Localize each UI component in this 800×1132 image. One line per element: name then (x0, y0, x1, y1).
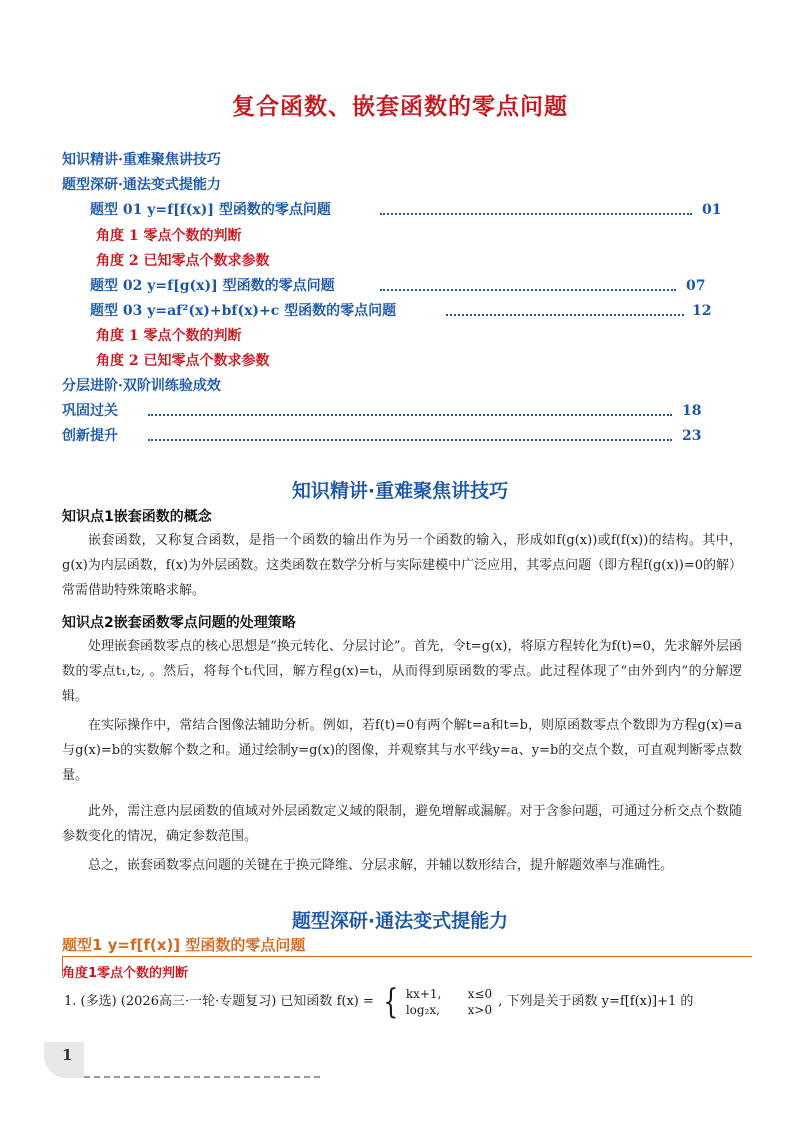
knowledge-point-1-heading: 知识点1嵌套函数的概念 (62, 509, 212, 525)
toc-item[interactable] (62, 148, 221, 172)
toc-label: 巩固过关 (62, 403, 118, 419)
case-1-expr: kx+1, (405, 987, 442, 1001)
problem-type-divider (62, 956, 752, 957)
question-1 (62, 982, 762, 1022)
knowledge-point-2-paragraph: 总之，嵌套函数零点问题的关键在于换元降维、分层求解，并辅以数形结合，提升解题效率与准确性。 (88, 858, 674, 873)
toc-label: 角度 1 零点个数的判断 (96, 328, 242, 344)
piecewise-cases (406, 986, 492, 1018)
toc-label: 题型 03 y=af²(x)+bf(x)+c 型函数的零点问题 (90, 303, 397, 319)
page-number: 1 (62, 1046, 73, 1064)
knowledge-point-2-paragraph: 在实际操作中，常结合图像法辅助分析。例如，若f(t)=0有两个解t=a和t=b，则原函数零点个数即为方程g(x)=a与g(x)=b的实数解个数之和。通过绘制y=g(x)的图像，并观察其与水平线y=a、y=b的交点个数，可直观判断零点数量。 (62, 718, 742, 783)
toc-label: 分层进阶·双阶训练验成效 (62, 378, 221, 394)
toc-item[interactable] (62, 374, 221, 398)
toc-item[interactable] (96, 324, 242, 348)
knowledge-point-2-paragraph: 此外，需注意内层函数的值域对外层函数定义域的限制，避免增解或漏解。对于含参问题，可通过分析交点个数随参数变化的情况，确定参数范围。 (62, 804, 742, 844)
piecewise-case-1 (406, 986, 492, 1002)
toc-page-number: 07 (686, 278, 706, 294)
toc-item[interactable] (90, 299, 710, 323)
case-2-expr: log₂x, (405, 1003, 440, 1017)
toc-label: 角度 2 已知零点个数求参数 (96, 253, 270, 269)
knowledge-point-2-heading: 知识点2嵌套函数零点问题的处理策略 (62, 615, 296, 631)
toc-leader-dots (380, 198, 692, 215)
toc-leader-dots (148, 424, 672, 441)
toc-item[interactable] (90, 274, 704, 298)
section-heading-knowledge: 知识精讲·重难聚焦讲技巧 (291, 480, 509, 502)
toc-page-number: 01 (702, 202, 722, 218)
piecewise-brace: { (383, 982, 399, 1022)
toc-page-number: 12 (692, 303, 712, 319)
toc-item[interactable] (90, 198, 722, 222)
toc-label: 知识精讲·重难聚焦讲技巧 (62, 152, 221, 168)
question-prefix: 1. (多选) (2026高三·一轮·专题复习) 已知函数 f(x) = (64, 994, 374, 1009)
toc-item[interactable] (62, 173, 221, 197)
toc-leader-dots (148, 399, 672, 416)
toc-page-number: 23 (682, 428, 702, 444)
toc-item[interactable] (96, 249, 270, 273)
problem-type-heading: 题型1 y=f[f(x)] 型函数的零点问题 (62, 936, 306, 954)
toc-label: 题型 02 y=f[g(x)] 型函数的零点问题 (90, 278, 335, 294)
toc-label: 创新提升 (62, 428, 118, 444)
toc-item[interactable] (62, 424, 702, 448)
toc-label: 题型深研·通法变式提能力 (62, 177, 221, 193)
knowledge-point-2-paragraph: 处理嵌套函数零点的核心思想是“换元转化、分层讨论”。首先，令t=g(x)，将原方程转化为f(t)=0，先求解外层函数的零点t₁,t₂, 。然后，将每个tᵢ代回，解方程g(x)=tᵢ，从而得到原函数的零点。此过程体现了“由外到内”的分解逻辑。 (62, 639, 742, 704)
toc-leader-dots (380, 274, 676, 291)
question-suffix: , 下列是关于函数 y=f[f(x)]+1 的 (498, 994, 694, 1009)
piecewise-case-2 (406, 1002, 492, 1018)
toc-page-number: 18 (682, 403, 702, 419)
footer-dashed-rule (84, 1076, 320, 1078)
toc-label: 题型 01 y=f[f(x)] 型函数的零点问题 (90, 202, 331, 218)
toc-label: 角度 1 零点个数的判断 (96, 228, 242, 244)
case-2-condition: x>0 (467, 1003, 493, 1017)
knowledge-point-1-paragraph: 嵌套函数，又称复合函数，是指一个函数的输出作为另一个函数的输入，形成如f(g(x))或f(f(x))的结构。其中，g(x)为内层函数，f(x)为外层函数。这类函数在数学分析与实际建模中广泛应用，其零点问题（即方程f(g(x))=0的解）常需借助特殊策略求解。 (62, 533, 742, 598)
document-title: 复合函数、嵌套函数的零点问题 (232, 93, 568, 120)
toc-item[interactable] (62, 399, 702, 423)
toc-item[interactable] (96, 224, 242, 248)
section-heading-problem-types: 题型深研·通法变式提能力 (291, 910, 509, 932)
case-1-condition: x≤0 (467, 987, 493, 1001)
toc-label: 角度 2 已知零点个数求参数 (96, 353, 270, 369)
toc-leader-dots (446, 299, 684, 316)
angle-heading: 角度1零点个数的判断 (62, 966, 189, 981)
toc-item[interactable] (96, 349, 270, 373)
